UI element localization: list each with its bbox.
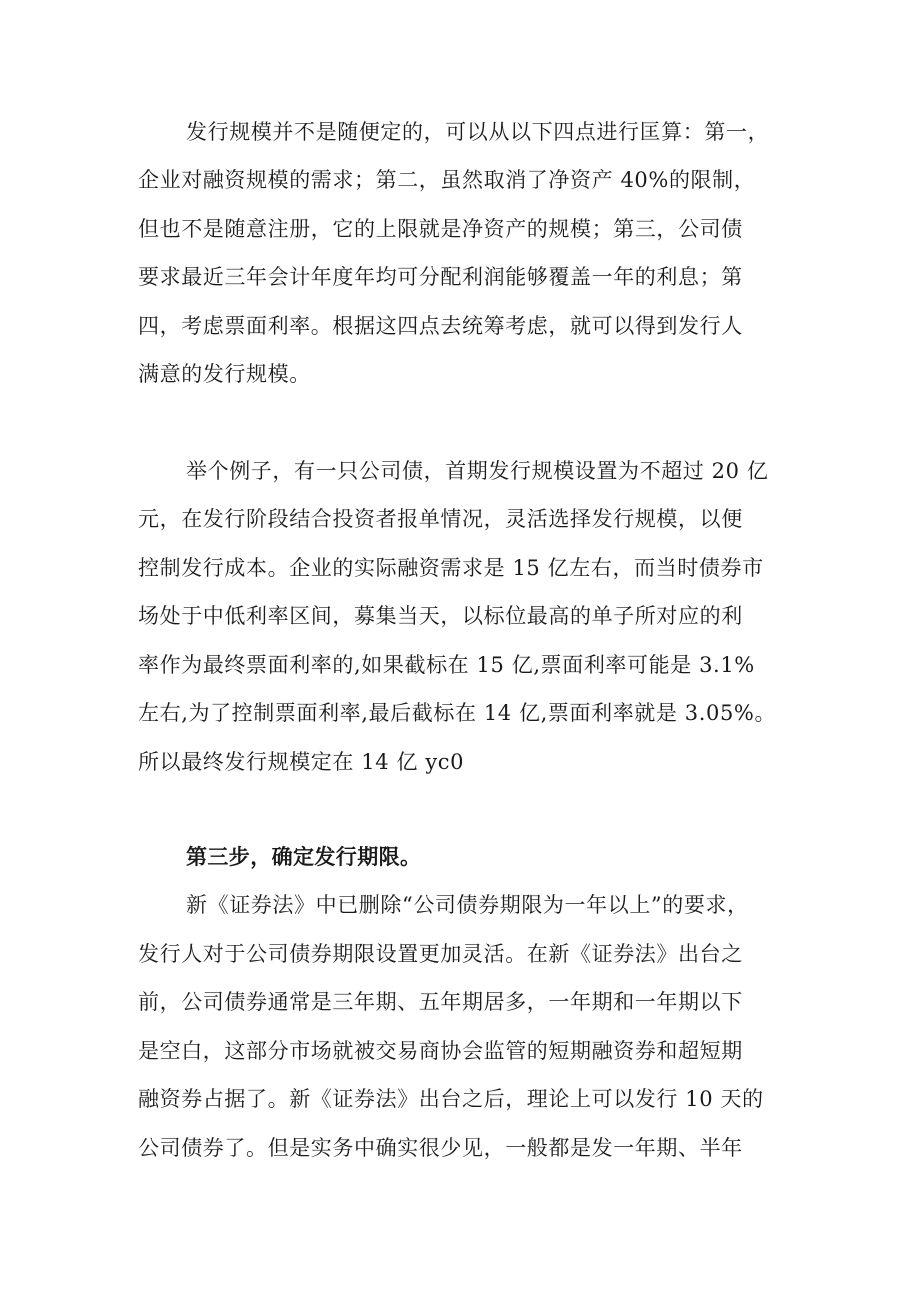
paragraph-line: 所以最终发行规模定在 14 亿 yc0	[138, 750, 465, 774]
paragraph-line: 是空白，这部分市场就被交易商协会监管的短期融资券和超短期	[138, 1039, 743, 1063]
paragraph-line: 发行规模并不是随便定的，可以从以下四点进行匡算：第一，	[186, 120, 770, 144]
paragraph-line: 控制发行成本。企业的实际融资需求是 15 亿左右，而当时债券市	[138, 556, 764, 580]
paragraph-line: 满意的发行规模。	[138, 362, 311, 386]
paragraph-line: 公司债券了。但是实务中确实很少见，一般都是发一年期、半年	[138, 1136, 743, 1160]
paragraph-line: 融资券占据了。新《证券法》出台之后，理论上可以发行 10 天的	[138, 1087, 764, 1111]
paragraph-line: 但也不是随意注册，它的上限就是净资产的规模；第三，公司债	[138, 217, 743, 241]
paragraph-line: 元，在发行阶段结合投资者报单情况，灵活选择发行规模，以便	[138, 507, 743, 531]
paragraph-line: 场处于中低利率区间，募集当天，以标位最高的单子所对应的利	[138, 604, 743, 628]
paragraph-line: 举个例子，有一只公司债，首期发行规模设置为不超过 20 亿	[186, 459, 769, 483]
paragraph-line: 企业对融资规模的需求；第二，虽然取消了净资产 40%的限制，	[138, 168, 756, 192]
section-heading: 第三步，确定发行期限。	[186, 845, 422, 869]
paragraph-line: 新《证券法》中已删除“公司债券期限为一年以上”的要求，	[186, 893, 749, 917]
paragraph-line: 前，公司债券通常是三年期、五年期居多，一年期和一年期以下	[138, 990, 743, 1014]
paragraph-line: 发行人对于公司债券期限设置更加灵活。在新《证券法》出台之	[138, 942, 743, 966]
paragraph-line: 率作为最终票面利率的,如果截标在 15 亿,票面利率可能是 3.1%	[138, 653, 755, 677]
paragraph-line: 要求最近三年会计年度年均可分配利润能够覆盖一年的利息；第	[138, 265, 743, 289]
paragraph-line: 左右,为了控制票面利率,最后截标在 14 亿,票面利率就是 3.05%。	[138, 701, 777, 725]
paragraph-line: 四，考虑票面利率。根据这四点去统筹考虑，就可以得到发行人	[138, 314, 743, 338]
